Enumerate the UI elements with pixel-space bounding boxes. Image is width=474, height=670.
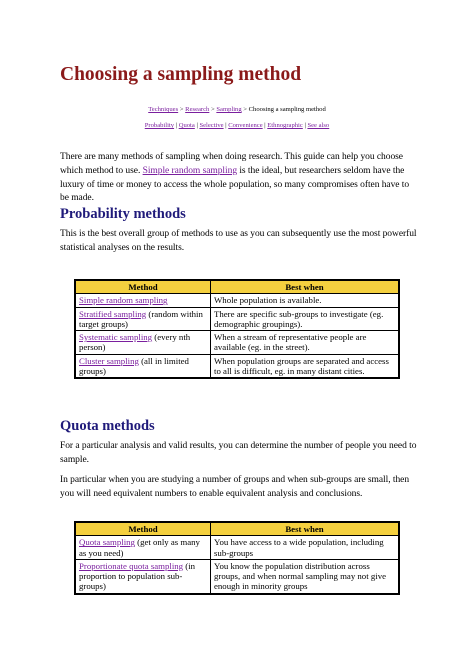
best-when-cell: You have access to a wide population, including sub-groups bbox=[211, 536, 400, 560]
breadcrumb-separator: > bbox=[209, 106, 217, 113]
table-row bbox=[75, 354, 399, 378]
best-when-cell: There are specific sub-groups to investigate (eg. demographic groupings). bbox=[211, 307, 400, 331]
quota-heading: Quota methods bbox=[60, 418, 155, 434]
link-separator: | bbox=[302, 122, 308, 129]
intro-text-after: is the ideal, but researchers seldom have the luxury of time or money to access the whole population, so many compromises often have to be made. bbox=[60, 165, 410, 204]
method-cell bbox=[75, 559, 211, 593]
probability-paragraph: This is the best overall group of methods to use as you can subsequently use the most powerful statistical analyses on the results. bbox=[60, 229, 417, 253]
intro-text-before: There are many methods of sampling when doing research. This guide can help you choose which method to use. bbox=[60, 152, 403, 176]
column-header-best-when: Best when bbox=[211, 280, 400, 294]
link-separator: | bbox=[262, 122, 268, 129]
link-separator: | bbox=[174, 122, 179, 129]
cluster-sampling-link[interactable]: Cluster sampling bbox=[79, 355, 139, 366]
quota-link[interactable]: Quota bbox=[178, 122, 195, 129]
link-separator: | bbox=[223, 122, 229, 129]
probability-heading: Probability methods bbox=[60, 206, 186, 222]
intro-paragraph bbox=[60, 151, 420, 206]
best-when-cell: When population groups are separated and access to all is difficult, eg. in many distant cities. bbox=[211, 354, 400, 378]
method-note: (all in limited groups) bbox=[79, 355, 189, 377]
see-also-link[interactable]: See also bbox=[307, 122, 330, 129]
selective-link[interactable]: Selective bbox=[199, 122, 224, 129]
quota-paragraph-1: For a particular analysis and valid results, you can determine the number of people you need to sample. bbox=[60, 441, 417, 465]
breadcrumb-techniques-link[interactable]: Techniques bbox=[148, 106, 179, 113]
table-row bbox=[75, 331, 399, 355]
best-when-cell: You know the population distribution across groups, and when normal sampling may not give enough in minority groups bbox=[211, 559, 400, 593]
simple-random-sampling-link[interactable]: Simple random sampling bbox=[142, 165, 238, 176]
table-row bbox=[75, 294, 399, 307]
table-row bbox=[75, 307, 399, 331]
column-header-best-when: Best when bbox=[211, 522, 400, 536]
table-row bbox=[75, 536, 399, 560]
convenience-link[interactable]: Convenience bbox=[228, 122, 263, 129]
quota-sampling-link[interactable]: Quota sampling bbox=[79, 537, 135, 548]
quota-table bbox=[74, 521, 400, 595]
stratified-sampling-link[interactable]: Stratified sampling bbox=[79, 308, 147, 319]
table-row bbox=[75, 559, 399, 593]
method-cell bbox=[75, 331, 211, 355]
method-note: (random within target groups) bbox=[79, 308, 203, 329]
page-title: Choosing a sampling method bbox=[60, 64, 302, 85]
column-header-method: Method bbox=[75, 522, 211, 536]
breadcrumb bbox=[0, 106, 474, 114]
proportionate-quota-sampling-link[interactable]: Proportionate quota sampling bbox=[79, 560, 184, 571]
breadcrumb-research-link[interactable]: Research bbox=[185, 106, 210, 113]
systematic-sampling-link[interactable]: Systematic sampling bbox=[79, 332, 153, 343]
breadcrumb-separator: > bbox=[178, 106, 186, 113]
breadcrumb-current: Choosing a sampling method bbox=[248, 106, 326, 113]
quota-paragraph-2: In particular when you are studying a number of groups and when sub-groups are small, then you will need equivalent numbers to enable equivalent analysis and conclusions. bbox=[60, 475, 410, 499]
probability-link[interactable]: Probability bbox=[144, 122, 175, 129]
breadcrumb-separator: > bbox=[241, 106, 249, 113]
method-cell bbox=[75, 307, 211, 331]
best-when-cell: Whole population is available. bbox=[211, 294, 400, 307]
breadcrumb-sampling-link[interactable]: Sampling bbox=[216, 106, 242, 113]
method-cell bbox=[75, 294, 211, 307]
best-when-cell: When a stream of representative people are available (eg. in the street). bbox=[211, 331, 400, 355]
method-cell bbox=[75, 354, 211, 378]
method-note: (get only as many as you need) bbox=[79, 537, 200, 558]
column-header-method: Method bbox=[75, 280, 211, 294]
section-links bbox=[0, 122, 474, 130]
table-header-row bbox=[75, 522, 399, 536]
method-cell bbox=[75, 536, 211, 560]
simple-random-sampling-link[interactable]: Simple random sampling bbox=[79, 295, 168, 306]
link-separator: | bbox=[194, 122, 200, 129]
method-note: (every nth person) bbox=[79, 332, 191, 353]
probability-table bbox=[74, 279, 400, 379]
ethnographic-link[interactable]: Ethnographic bbox=[267, 122, 303, 129]
table-header-row bbox=[75, 280, 399, 294]
method-note: (in proportion to population sub-groups) bbox=[79, 560, 196, 592]
